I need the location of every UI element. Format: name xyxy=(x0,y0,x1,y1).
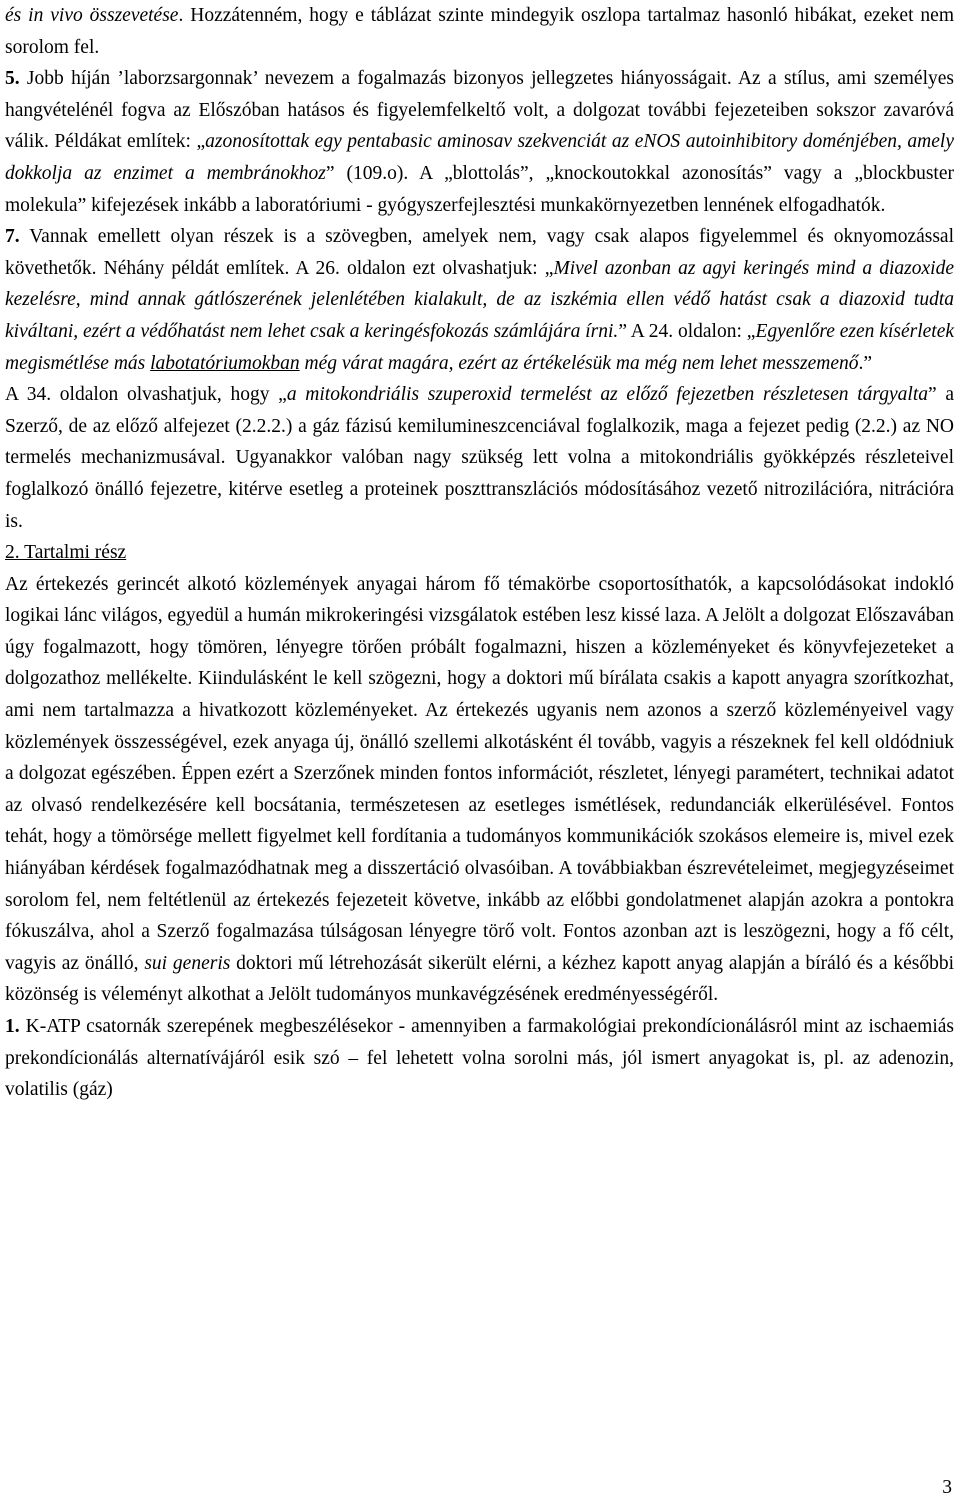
text-run: Jobb híján ’laborzsargonnak’ nevezem a fogalmazás bizonyos jellegzetes hiányosságait. Az a stílus, ami személyes hangvételénél fogva az Előszóban hatásos és figyelemfelkeltő volt, a dolgozat további fejezeteiben sokszor zavaróvá válik. Példákat említek: „ xyxy=(5,68,954,153)
point-number: 1. xyxy=(5,1016,20,1037)
quoted-text: Egyenlőre ezen kísérletek megismétlése más xyxy=(5,320,954,374)
text-run: ” A 24. oldalon: „ xyxy=(618,320,756,342)
paragraph-point-7 xyxy=(5,221,954,379)
quoted-text: azonosítottak egy pentabasic aminosav szekvenciát az eNOS autoinhibitory doménjében, amely dokkolja az enzimet a membránokhoz xyxy=(5,131,954,184)
text-run: A 34. oldalon olvashatjuk, hogy „ xyxy=(5,384,287,406)
point-number: 5. xyxy=(5,68,20,90)
text-run: Az értekezés gerincét alkotó közlemények anyagai három fő témakörbe csoportosíthatók, a kapcsolódásokat indokló logikai lánc világos, egyedül a humán mikrokeringési vizsgálatok estében lesz kissé laza. A Jelölt a dolgozat Előszavában úgy fogalmazott, hogy tömören, lényegre törően próbált fogalmazni, hiszen a közleményeket és könyvfejezeteket a dolgozathoz mellékelte. Kiindulásként le kell szögezni, hogy a doktori mű bírálata csakis a kapott anyagra szorítkozhat, ami nem tartalmazza a hivatkozott közleményeket. Az értekezés ugyanis nem azonos a szerző közleményeivel vagy közlemények összességével, ezek anyaga új, önálló szellemi alkotásként él tovább, vagyis a részeknek fel kell oldódniuk a dolgozat egészében. Éppen ezért a Szerzőnek minden fontos információt, részletet, lényegi paramétert, technikai adatot az olvasó rendelkezésére kell bocsátania, természetesen az esetleges ismétlések, redundanciák elkerülésével. Fontos tehát, hogy a tömörsége mellett figyelmet kell fordítania a tudományos kommunikációk szokásos elemeire is, mivel ezek hiányában kérdések fogalmazódhatnak meg a disszertáció olvasóiban. A továbbiakban észrevételeimet, megjegyzéseimet sorolom fel, nem feltétlenül az értekezés fejezeteit követve, inkább az előbbi gondolatmenet alapján azokra a pontokra fókuszálva, ahol a Szerző fogalmazása túlságosan lényegre törő volt. Fontos azonban azt is leszögezni, hogy a fő célt, vagyis az önálló, xyxy=(5,573,954,974)
quoted-text: még várat magára, ezért az értékelésük ma még nem lehet messzemenő xyxy=(299,352,859,374)
page-number: 3 xyxy=(942,1477,952,1498)
paragraph-intro xyxy=(5,0,954,63)
text-run: ” (109.o). A „blottolás”, „knockoutokkal azonosítás” vagy a „blockbuster molekula” kifejezések inkább a laboratóriumi - gyógyszerfejlesztési munkakörnyezetben lennének elfogadhatók. xyxy=(5,162,954,216)
point-number: 7. xyxy=(5,226,20,248)
paragraph-page-34 xyxy=(5,379,954,537)
document-page xyxy=(5,0,954,1106)
text-run: K-ATP csatornák szerepének megbeszélésekor - amennyiben a farmakológiai prekondícionálásról mint az ischaemiás prekondícionálás alternatívájáról esik szó – fel lehetett volna sorolni más, jól ismert anyagokat is, pl. az adenozin, volatilis (gáz) xyxy=(5,1016,954,1101)
paragraph-point-5 xyxy=(5,63,954,221)
text-run: doktori mű létrehozását sikerült elérni, a kézhez kapott anyag alapján a bíráló és a későbbi közönség is véleményt alkothat a Jelölt tudományos munkavégzésének eredményességéről. xyxy=(5,952,955,1006)
paragraph-point-1 xyxy=(5,1011,954,1106)
quoted-text: labotatóriumokban xyxy=(150,352,300,374)
text-run: .” xyxy=(858,352,873,374)
quoted-text: Mivel azonban az agyi keringés mind a diazoxide kezelésre, mind annak gátlószerének jelenlétében kialakult, de az iszkémia ellen védő hatást csak a diazoxid tudta kiváltani, ezért a védőhatást nem lehet csak a keringésfokozás számlájára írni. xyxy=(5,257,954,342)
quoted-text: a mitokondriális szuperoxid termelést az előző fejezetben részletesen tárgyalta xyxy=(286,384,928,406)
quoted-text: sui generis xyxy=(144,952,231,974)
paragraph-content xyxy=(5,569,954,1011)
text-run: . Hozzátenném, hogy e táblázat szinte mindegyik oszlopa tartalmaz hasonló hibákat, ezeket nem sorolom fel. xyxy=(5,5,954,58)
section-heading: 2. Tartalmi rész xyxy=(5,542,127,564)
text-run: Vannak emellett olyan részek is a szövegben, amelyek nem, vagy csak alapos figyelemmel és oknyomozással követhetők. Néhány példát említek. A 26. oldalon ezt olvashatjuk: „ xyxy=(5,226,954,279)
quoted-text: és in vivo összevetése xyxy=(5,5,179,26)
text-run: ” a Szerző, de az előző alfejezet (2.2.2.) a gáz fázisú kemilumineszcenciával foglalkozik, maga a fejezet pedig (2.2.) az NO termelés mechanizmusával. Ugyanakkor valóban nagy szükség lett volna a mitokondriális gyökképzés részleteivel foglalkozó önálló fejezetre, kitérve esetleg a proteinek poszttranszlációs módosításához vezető nitrozilációra, nitrációra is. xyxy=(5,384,955,532)
